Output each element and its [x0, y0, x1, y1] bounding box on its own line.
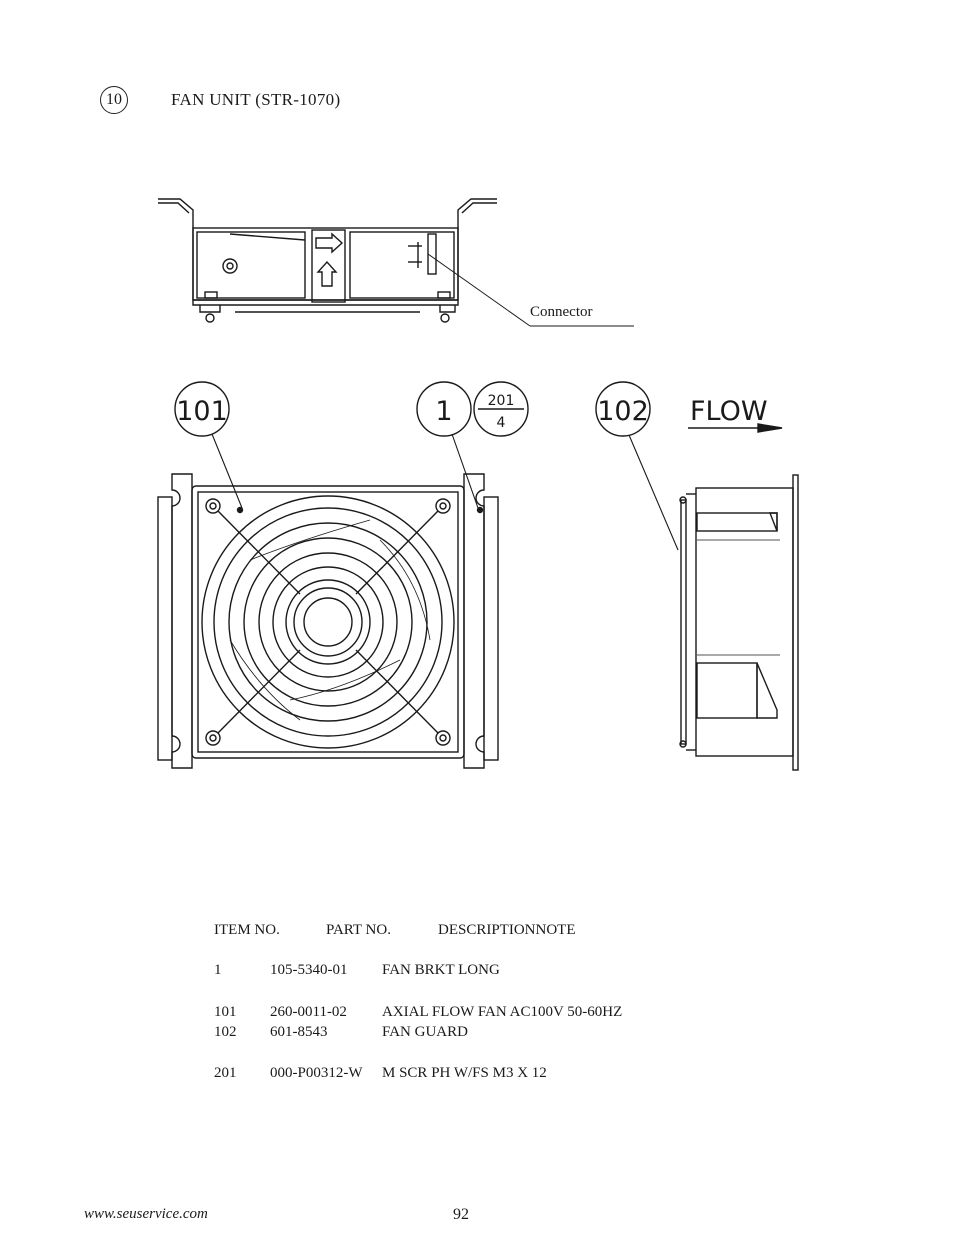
section-number-badge: 10: [100, 86, 128, 114]
section-title: FAN UNIT (STR-1070): [171, 90, 341, 109]
callout-102-label: 102: [597, 396, 649, 427]
callout-101-label: 101: [176, 396, 228, 427]
footer-website-link[interactable]: www.seuservice.com: [84, 1206, 208, 1222]
front-view-drawing: [158, 474, 498, 768]
side-view-drawing: [680, 475, 798, 770]
callout-201-top-label: 201: [487, 393, 515, 409]
callout-201-bottom-label: 4: [496, 415, 506, 431]
header-part-no: PART NO.: [326, 922, 391, 938]
header-description-note: DESCRIPTIONNOTE: [438, 922, 576, 938]
header-item-no: ITEM NO.: [214, 922, 280, 938]
page-number: 92: [453, 1206, 469, 1223]
callout-1-label: 1: [435, 396, 453, 427]
flow-label: FLOW: [690, 396, 768, 427]
connector-label: Connector: [530, 304, 593, 320]
